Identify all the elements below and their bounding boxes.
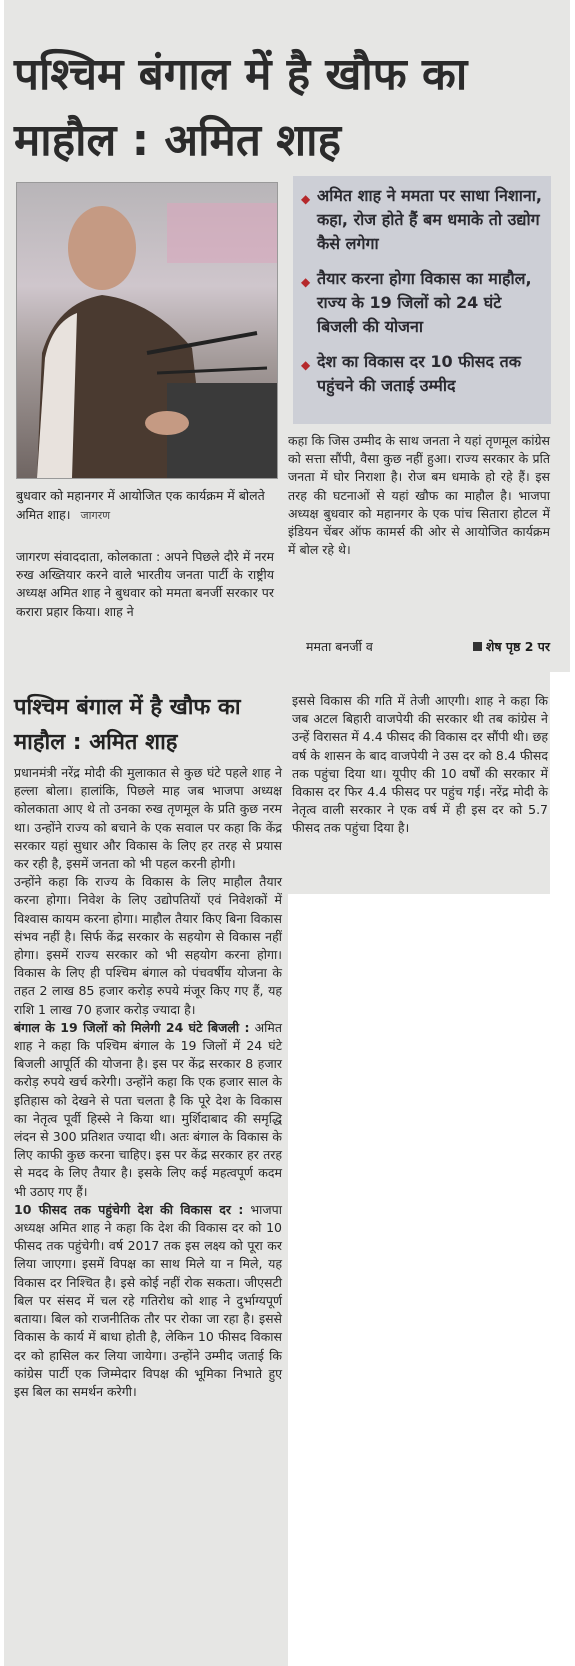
news-photo xyxy=(16,182,278,479)
jump-lead-text: ममता बनर्जी व xyxy=(306,639,373,654)
subhead: बंगाल के 19 जिलों को मिलेगी 24 घंटे बिजली : xyxy=(14,1019,250,1035)
highlight-item: ◆ अमित शाह ने ममता पर साधा निशाना, कहा, रोज होते हैं बम धमाके तो उद्योग कैसे लगेगा xyxy=(301,186,543,253)
continuation-headline: पश्चिम बंगाल में है खौफ का माहौल : अमित शाह xyxy=(14,695,241,755)
article-lead-left: जागरण संवाददाता, कोलकाता : अपने पिछले दौरे में नरम रुख अख्तियार करने वाले भारतीय जनता पार्टी के राष्ट्रीय अध्यक्ष अमित शाह ने बुधवार को ममता बनर्जी सरकार पर करारा प्रहार किया। शाह ने xyxy=(16,549,274,619)
subhead: 10 फीसद तक पहुंचेगी देश की विकास दर : xyxy=(14,1201,244,1217)
square-bullet-icon xyxy=(473,642,482,651)
continued-on-page-label: शेष पृष्ठ 2 पर xyxy=(473,638,550,656)
highlight-item: ◆ देश का विकास दर 10 फीसद तक पहुंचने की जताई उम्मीद xyxy=(301,352,522,395)
speaker-illustration xyxy=(17,183,277,478)
paragraph: प्रधानमंत्री नरेंद्र मोदी की मुलाकात से कुछ घंटे पहले शाह ने हल्ला बोला। हालांकि, पिछले माह जब भाजपा अध्यक्ष कोलकाता आए थे तो उनका रुख तृणमूल के प्रति कुछ नरम था। उन्होंने राज्य को बचाने के एक सवाल पर कहा कि केंद्र सरकार यहां सुधार और विकास के लिए हर तरह से प्रयास कर रही है, इसमें जनता को भी पहल करनी होगी। xyxy=(14,765,282,872)
diamond-bullet-icon: ◆ xyxy=(301,192,311,206)
highlights-box xyxy=(293,176,551,424)
continuation-right-column xyxy=(292,692,548,838)
paragraph: 10 फीसद तक पहुंचेगी देश की विकास दर : भाजपा अध्यक्ष अमित शाह ने कहा कि देश की विकास दर को 10 फीसद तक पहुंचेगी। वर्ष 2017 तक इस लक्ष्य को पूरा कर लिया जाएगा। इसमें विपक्ष का साथ मिले या न मिले, यह विकास दर निश्चित है। इसे कोई नहीं रोक सकता। जीएसटी बिल पर संसद में चल रहे गतिरोध को शाह ने दुर्भाग्यपूर्ण बताया। बिल को राजनीतिक तौर पर रोका जा रहा है। इससे विकास के कार्य में बाधा होती है, लेकिन 10 फीसद विकास दर को हासिल कर लिया जायेगा। उन्होंने उम्मीद जताई कि कांग्रेस पार्टी एक जिम्मेदार विपक्ष की भूमिका निभाते हुए इस बिल का समर्थन करेगी। xyxy=(14,1201,282,1399)
photo-caption xyxy=(16,486,276,525)
photo-credit: जागरण xyxy=(80,509,111,522)
caption-text: बुधवार को महानगर में आयोजित एक कार्यक्रम में बोलते अमित शाह। xyxy=(16,488,265,522)
headline: पश्चिम बंगाल में है खौफ का माहौल : अमित शाह xyxy=(14,49,468,166)
paragraph: इससे विकास की गति में तेजी आएगी। शाह ने कहा कि जब अटल बिहारी वाजपेयी की सरकार थी तब कांग्रेस ने उन्हें विरासत में 4.4 फीसद की विकास दर सौंपी थी। छह वर्ष के शासन के बाद वाजपेयी ने उस दर को 8.4 फीसद तक पहुंचा दिया था। यूपीए की 10 वर्षों की सरकार में विकास दर फिर 4.4 फीसद पर पहुंच गई। नरेंद्र मोदी के नेतृत्व वाली सरकार ने एक वर्ष में ही इस दर को 5.7 फीसद तक पहुंचा दिया है। xyxy=(292,693,548,836)
continuation-left-column xyxy=(14,764,282,1401)
diamond-bullet-icon: ◆ xyxy=(301,275,311,289)
paragraph: बंगाल के 19 जिलों को मिलेगी 24 घंटे बिजली : अमित शाह ने कहा कि पश्चिम बंगाल के 19 जिलों में 24 घंटे बिजली आपूर्ति की योजना है। इस पर केंद्र सरकार 8 हजार करोड़ रुपये खर्च करेगी। उन्होंने कहा कि एक हजार साल के इतिहास को देखने से पता चलता है कि पूरे देश के विकास का नेतृत्व पूर्वी हिस्से ने किया था। मुर्शिदाबाद की समृद्धि लंदन से 300 प्रतिशत ज्यादा थी। अतः बंगाल के विकास के लिए काफी कुछ करना चाहिए। इस पर केंद्र सरकार हर तरह से मदद के लिए तैयार है। इसके लिए कई महत्वपूर्ण कदम भी उठाए गए हैं। xyxy=(14,1019,282,1199)
article-lead-right: कहा कि जिस उम्मीद के साथ जनता ने यहां तृणमूल कांग्रेस को सत्ता सौंपी, वैसा कुछ नहीं हुआ। राज्य सरकार के प्रति जनता में घोर निराशा है। रोज बम धमाके हो रहे हैं। इस तरह की घटनाओं से यहां खौफ का माहौल है। भाजपा अध्यक्ष बुधवार को महानगर के एक पांच सितारा होटल में इंडियन चेंबर ऑफ कामर्स की ओर से आयोजित कार्यक्रम में बोल रहे थे। xyxy=(288,433,550,558)
paragraph: उन्होंने कहा कि राज्य के विकास के लिए माहौल तैयार करना होगा। निवेश के लिए उद्योपतियों एवं निवेशकों में विश्वास कायम करना होगा। माहौल तैयार किए बिना विकास संभव नहीं है। सिर्फ केंद्र सरकार के सहयोग से विकास नहीं होगा। इसमें राज्य सरकार को भी सहयोग करना होगा। विकास के लिए ही पश्चिम बंगाल को पंचवर्षीय योजना के तहत 2 लाख 85 हजार करोड़ रुपये मंजूर किए गए हैं, यह राशि 1 लाख 70 हजार करोड़ ज्यादा है। xyxy=(14,874,282,1017)
highlight-item: ◆ तैयार करना होगा विकास का माहौल, राज्य के 19 जिलों को 24 घंटे बिजली की योजना xyxy=(301,269,532,336)
diamond-bullet-icon: ◆ xyxy=(301,358,311,372)
